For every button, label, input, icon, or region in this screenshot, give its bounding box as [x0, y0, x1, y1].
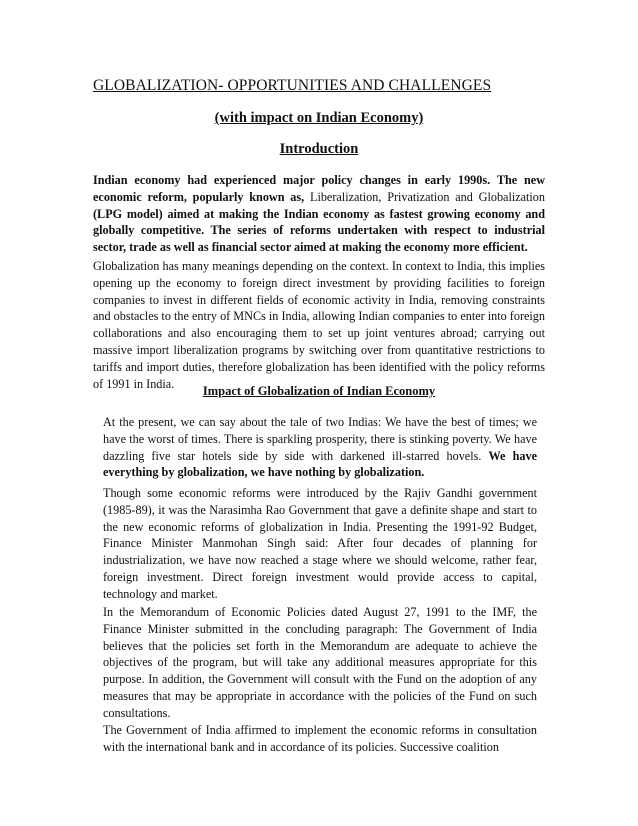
document-subtitle: (with impact on Indian Economy) — [214, 110, 424, 126]
intro-bold-text-2: (LPG model) aimed at making the Indian economy as fastest growing economy and globally competitive. The series of reforms undertaken with respect to industrial sector, trade as well as financial sector aimed at making the economy more efficient. — [93, 206, 545, 255]
impact-heading: Impact of Globalization of Indian Economy — [202, 384, 436, 398]
intro-paragraph — [93, 172, 545, 256]
affirmed-paragraph: The Government of India affirmed to implement the economic reforms in consultation with the international bank and in accordance of its policies. Successive coalition — [103, 723, 537, 754]
intro-normal-text: Liberalization, Privatization and Globalization — [304, 189, 545, 204]
rajiv-gandhi-paragraph: Though some economic reforms were introduced by the Rajiv Gandhi government (1985-89), it was the Narasimha Rao Government that gave a definite shape and start to the new economic reforms of globalization in India. Presenting the 1991-92 Budget, Finance Minister Manmohan Singh said: After four decades of planning for industrialization, we have now reached a stage where we should welcome, rather fear, foreign investment. Direct foreign investment would provide access to capital, technology and market. — [103, 486, 537, 601]
memorandum-paragraph: In the Memorandum of Economic Policies dated August 27, 1991 to the IMF, the Finance Minister submitted in the concluding paragraph: The Government of India believes that the policies set forth in the Memorandum are adequate to achieve the objectives of the program, but will take any additional measures appropriate for this purpose. In addition, the Government will consult with the Fund on the adoption of any measures that may be appropriate in accordance with the policies of the Fund on such consultations. — [103, 605, 537, 720]
section-heading-introduction: Introduction — [279, 141, 359, 157]
two-indias-bold-text: We have everything by globalization, we have nothing by globalization. — [103, 448, 537, 480]
two-indias-text: At the present, we can say about the tale of two Indias: We have the best of times; we have the worst of times. There is sparkling prosperity, there is stinking poverty. We have dazzling five star hotels side by side with darkened ill-starred hovels. — [103, 415, 537, 463]
document-title: GLOBALIZATION- OPPORTUNITIES AND CHALLENGES — [93, 77, 492, 94]
intro-bold-text-1: Indian economy had experienced major policy changes in early 1990s. The new economic reform, popularly known as, — [93, 173, 545, 204]
globalization-paragraph: Globalization has many meanings depending on the context. In context to India, this implies opening up the economy to foreign direct investment by providing facilities to foreign companies to invest in different fields of economic activity in India, removing constraints and obstacles to the entry of MNCs in India, allowing Indian companies to enter into foreign collaborations and also encouraging them to set up joint ventures abroad; carrying out massive import liberalization programs by switching over from quantitative restrictions to tariffs and import duties, therefore globalization has been identified with the policy reforms of 1991 in India. — [93, 259, 545, 391]
two-indias-paragraph — [103, 414, 537, 481]
